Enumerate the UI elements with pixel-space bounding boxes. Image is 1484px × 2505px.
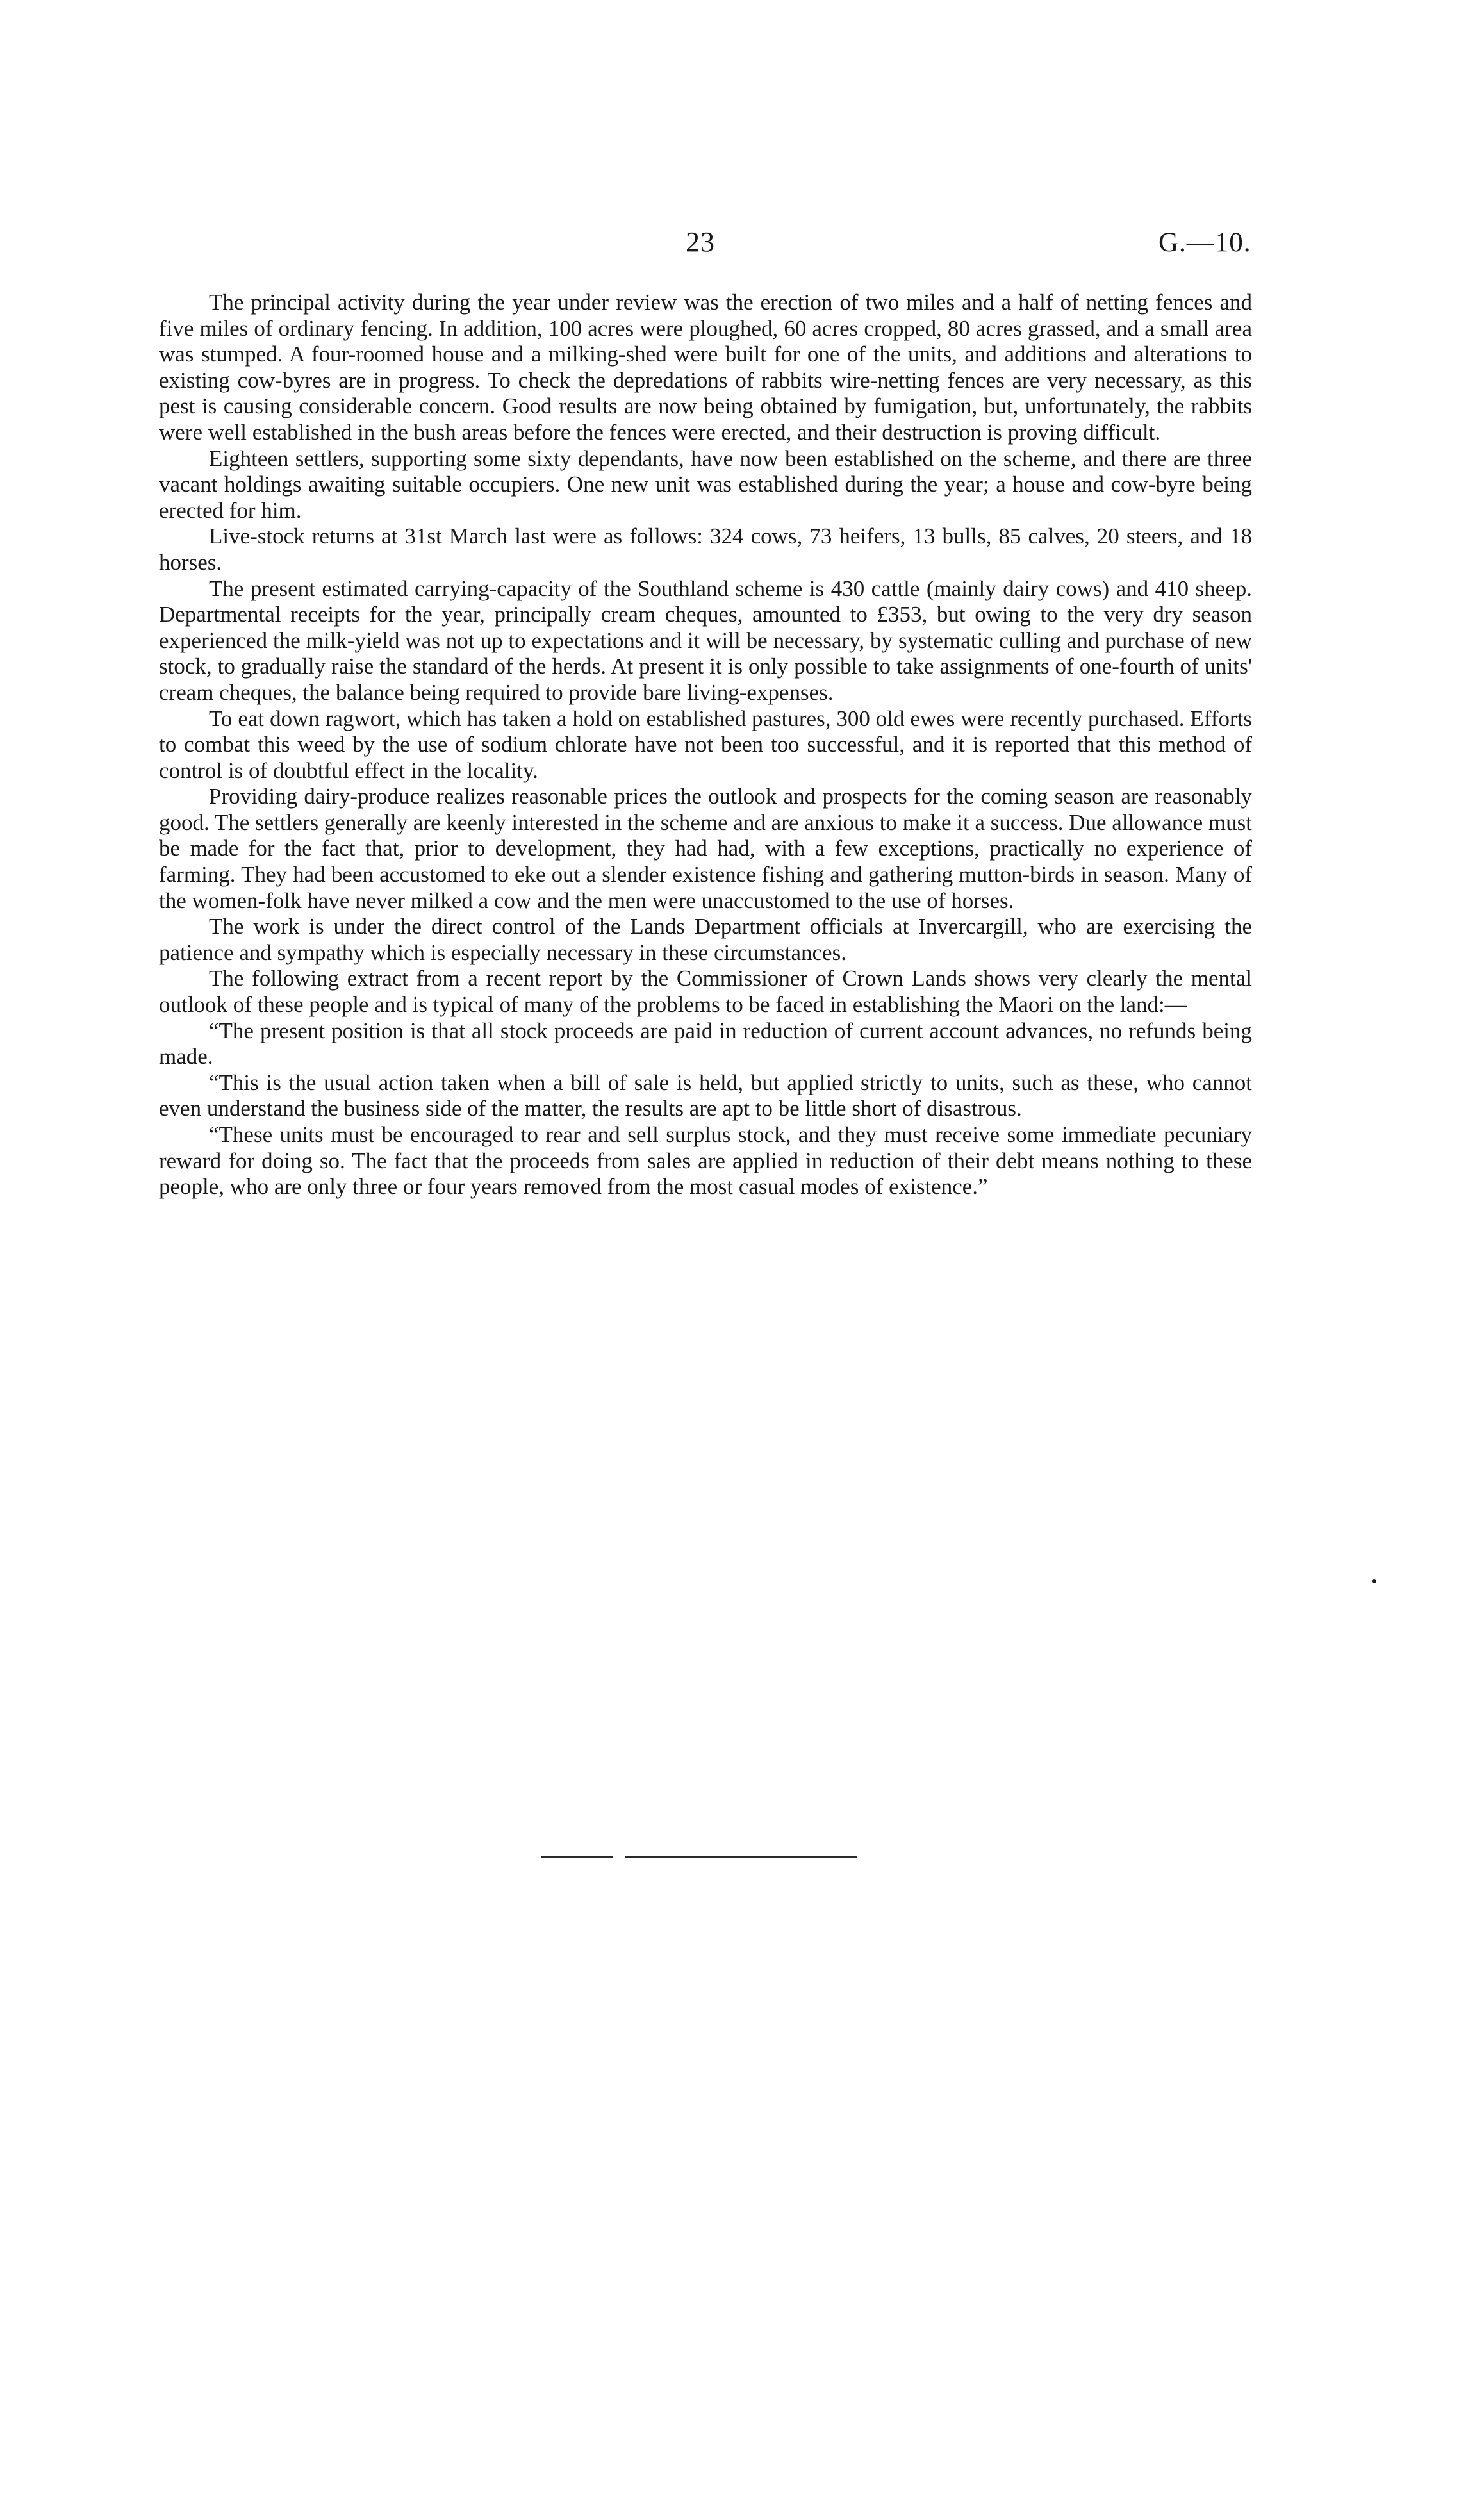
rule-segment-left [541,1856,613,1858]
section-end-rule [541,1856,857,1858]
page-number: 23 [686,226,715,258]
print-speck [1372,1579,1376,1583]
report-body [159,290,1252,1200]
paragraph-settlers: Eighteen settlers, supporting some sixty dependants, have now been established on the scheme, and there are three vacant holdings awaiting suitable occupiers. One new unit was established during the year; a house and cow-byre being erected for him. [159,445,1252,523]
quote-paragraph-1: “The present position is that all stock proceeds are paid in reduction of current account advances, no refunds being made. [159,1018,1252,1070]
rule-segment-right [625,1856,857,1858]
paragraph-extract-intro: The following extract from a recent report by the Commissioner of Crown Lands shows very clearly the mental outlook of these people and is typical of many of the problems to be faced in establishing the Maori on the land:— [159,966,1252,1018]
paragraph-control: The work is under the direct control of the Lands Department officials at Invercargill, who are exercising the patience and sympathy which is especially necessary in these circumstances. [159,914,1252,965]
quote-paragraph-2: “This is the usual action taken when a bill of sale is held, but applied strictly to units, such as these, who cannot even understand the business side of the matter, the results are apt to be little short of disastrous. [159,1070,1252,1121]
quote-paragraph-3: “These units must be encouraged to rear and sell surplus stock, and they must receive some immediate pecuniary reward for doing so. The fact that the proceeds from sales are applied in reduction of their debt means nothing to these people, who are only three or four years removed from the most casual modes of existence.” [159,1122,1252,1200]
paragraph-ragwort: To eat down ragwort, which has taken a hold on established pastures, 300 old ewes were recently purchased. Efforts to combat this weed by the use of sodium chlorate have not been too successful, and it is reported that this method of control is of doubtful effect in the locality. [159,706,1252,783]
paragraph-live-stock: Live-stock returns at 31st March last were as follows: 324 cows, 73 heifers, 13 bulls, 85 calves, 20 steers, and 18 horses. [159,524,1252,575]
paragraph-outlook: Providing dairy-produce realizes reasonable prices the outlook and prospects for the coming season are reasonably good. The settlers generally are keenly interested in the scheme and are anxious to make it a success. Due allowance must be made for the fact that, prior to development, they had had, with a few exceptions, practically no experience of farming. They had been accustomed to eke out a slender existence fishing and gathering mutton-birds in season. Many of the women-folk have never milked a cow and the men were unaccustomed to the use of horses. [159,784,1252,913]
paragraph-carrying-capacity: The present estimated carrying-capacity of the Southland scheme is 430 cattle (mainly dairy cows) and 410 sheep. Departmental receipts for the year, principally cream cheques, amounted to £353, but owing to the very dry season experienced the milk-yield was not up to expectations and it will be necessary, by systematic culling and purchase of new stock, to gradually raise the standard of the herds. At present it is only possible to take assignments of one-fourth of units' cream cheques, the balance being required to provide bare living-expenses. [159,575,1252,705]
paragraph-activities: The principal activity during the year under review was the erection of two miles and a half of netting fences and five miles of ordinary fencing. In addition, 100 acres were ploughed, 60 acres cropped, 80 acres grassed, and a small area was stumped. A four-roomed house and a milking-shed were built for one of the units, and additions and alterations to existing cow-byres are in progress. To check the depredations of rabbits wire-netting fences are very necessary, as this pest is causing considerable concern. Good results are now being obtained by fumigation, but, unfortunately, the rabbits were well established in the bush areas before the fences were erected, and their destruction is proving difficult. [159,290,1252,445]
document-reference: G.—10. [1158,227,1251,258]
